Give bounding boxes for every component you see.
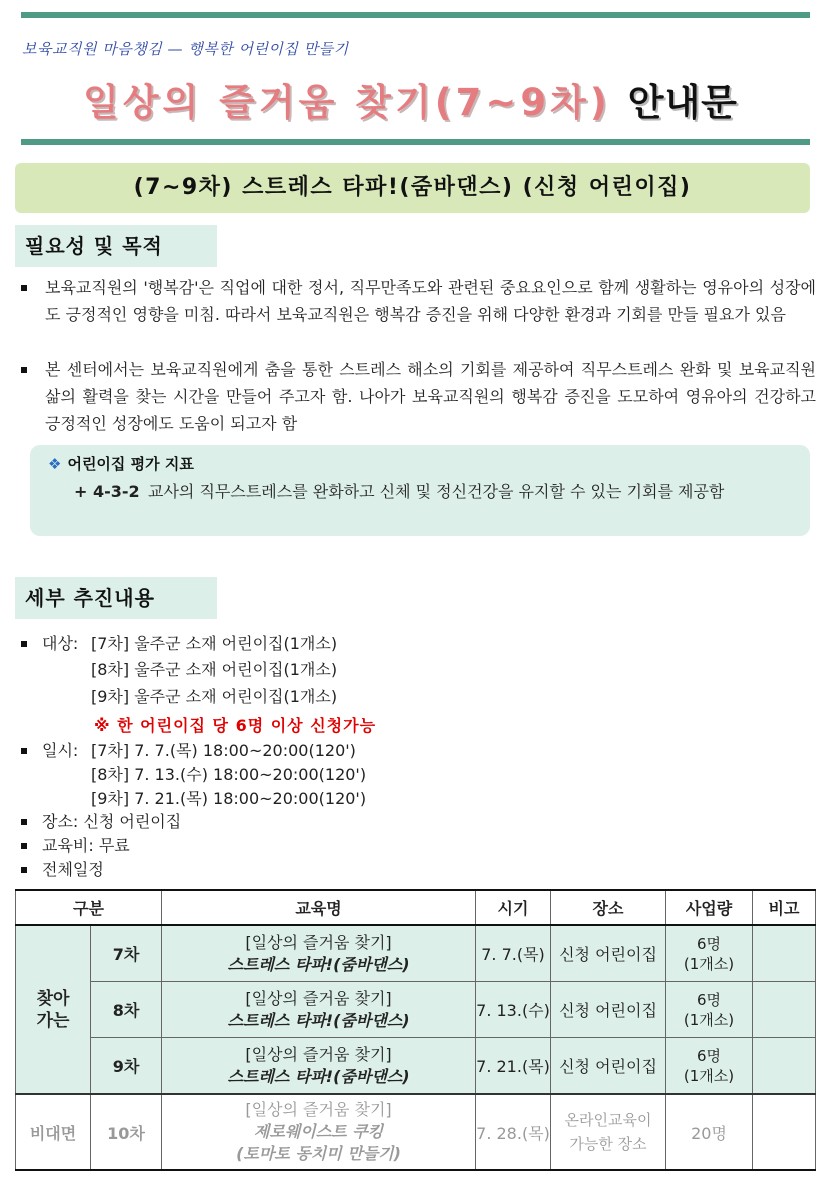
schedule-text: 전체일정 — [42, 860, 104, 879]
header-quantity: 사업량 — [666, 890, 753, 925]
note-cell — [753, 1038, 816, 1095]
edu-name-line2: 스트레스 타파!(줌바댄스) — [227, 954, 410, 974]
target-line-3: [9차] 울주군 소재 어린이집(1개소) — [91, 687, 338, 706]
edu-name-line1: [일상의 즐거움 찾기] — [245, 1044, 392, 1064]
table-header-row — [16, 890, 816, 925]
fee-item — [21, 833, 130, 859]
group-online: 찾아 가는 — [16, 925, 91, 1094]
top-rule — [21, 12, 810, 18]
evaluation-indicator-box — [30, 445, 810, 536]
edu-name-cell — [162, 1094, 476, 1170]
diamond-icon: ❖ — [48, 455, 62, 473]
place-line2: 가능한 장소 — [569, 1135, 647, 1153]
purpose-bullet-2 — [21, 356, 816, 437]
edu-name-line1: [일상의 즐거움 찾기] — [245, 988, 392, 1008]
round-cell: 7차 — [91, 925, 162, 982]
section-heading-purpose: 필요성 및 목적 — [15, 225, 217, 267]
edu-name-line1: [일상의 즐거움 찾기] — [245, 932, 392, 952]
quantity-sites: (1개소) — [683, 954, 735, 973]
note-cell — [753, 925, 816, 982]
table-row — [16, 1094, 816, 1170]
date-label: 일시: — [42, 741, 79, 760]
quantity-cell — [666, 925, 753, 982]
quantity-cell: 20명 — [666, 1094, 753, 1170]
date-line-3: [9차] 7. 21.(목) 18:00~20:00(120') — [91, 789, 367, 808]
edu-name-cell — [162, 982, 476, 1038]
header-note: 비고 — [753, 890, 816, 925]
purpose-bullet-1 — [21, 274, 816, 328]
edu-name-line1: [일상의 즐거움 찾기] — [245, 1100, 392, 1119]
page-title-main: 일상의 즐거움 찾기(7~9차) — [83, 81, 611, 124]
note-cell — [753, 1094, 816, 1170]
date-cell: 7. 7.(목) — [476, 925, 551, 982]
target-line-1: [7차] 울주군 소재 어린이집(1개소) — [91, 634, 338, 653]
bullet-square-icon — [21, 367, 27, 373]
purpose-bullet-text: 본 센터에서는 보육교직원에게 춤을 통한 스트레스 해소의 기회를 제공하여 직무스트레스 완화 및 보육교직원 삶의 활력을 찾는 시간을 만들어 주고자 함. 나아가 보육교직원의 행복감 증진을 도모하여 영유아의 건강하고 긍정적인 성장에도 도움이 되고자 함 — [45, 360, 816, 433]
date-item — [21, 738, 78, 764]
round-cell: 10차 — [91, 1094, 162, 1170]
target-item — [21, 631, 78, 657]
evaluation-title-text: 어린이집 평가 지표 — [67, 455, 194, 473]
target-line-2: [8차] 울주군 소재 어린이집(1개소) — [91, 660, 338, 679]
table-row — [16, 1038, 816, 1095]
date-cell: 7. 28.(목) — [476, 1094, 551, 1170]
place-text: 장소: 신청 어린이집 — [42, 812, 182, 831]
edu-name-cell — [162, 1038, 476, 1095]
fee-text: 교육비: 무료 — [42, 836, 130, 855]
quantity-sites: (1개소) — [683, 1066, 735, 1085]
page-title-suffix: 안내문 — [627, 81, 738, 124]
edu-name-line3: (토마토 동치미 만들기) — [236, 1144, 401, 1163]
bullet-square-icon — [21, 641, 27, 647]
page-title — [0, 72, 821, 126]
bullet-square-icon — [21, 285, 27, 291]
header-place: 장소 — [551, 890, 666, 925]
place-cell: 신청 어린이집 — [551, 982, 666, 1038]
edu-name-cell — [162, 925, 476, 982]
table-row — [16, 925, 816, 982]
edu-name-line2: 제로웨이스트 쿠킹 — [253, 1122, 384, 1141]
schedule-item — [21, 857, 104, 883]
quantity-cell — [666, 982, 753, 1038]
round-cell: 8차 — [91, 982, 162, 1038]
bullet-square-icon — [21, 843, 27, 849]
round-cell: 9차 — [91, 1038, 162, 1095]
header-edu-name: 교육명 — [162, 890, 476, 925]
purpose-bullet-text: 보육교직원의 '행복감'은 직업에 대한 정서, 직무만족도와 관련된 중요요인으로 함께 생활하는 영유아의 성장에도 긍정적인 영향을 미침. 따라서 보육교직원은 행복감 증진을 위해 다양한 환경과 기회를 만들 필요가 있음 — [45, 278, 816, 324]
header-subtitle: 보육교직원 마음챙김 — 행복한 어린이집 만들기 — [22, 40, 349, 58]
bullet-square-icon — [21, 819, 27, 825]
edu-name-line2: 스트레스 타파!(줌바댄스) — [227, 1066, 410, 1086]
bullet-square-icon — [21, 867, 27, 873]
evaluation-description: 교사의 직무스트레스를 완화하고 신체 및 정신건강을 유지할 수 있는 기회를 제공함 — [148, 482, 725, 501]
date-line-2: [8차] 7. 13.(수) 18:00~20:00(120') — [91, 765, 367, 784]
target-label: 대상: — [42, 634, 79, 653]
quantity-people: 6명 — [696, 1046, 722, 1065]
place-item — [21, 809, 181, 835]
quantity-sites: (1개소) — [683, 1010, 735, 1029]
evaluation-title — [48, 453, 194, 474]
program-banner: (7~9차) 스트레스 타파!(줌바댄스) (신청 어린이집) — [15, 163, 810, 213]
place-line1: 온라인교육이 — [564, 1111, 652, 1129]
header-date: 시기 — [476, 890, 551, 925]
place-cell: 신청 어린이집 — [551, 1038, 666, 1095]
date-cell: 7. 21.(목) — [476, 1038, 551, 1095]
table-row — [16, 982, 816, 1038]
place-cell — [551, 1094, 666, 1170]
date-cell: 7. 13.(수) — [476, 982, 551, 1038]
place-cell: 신청 어린이집 — [551, 925, 666, 982]
bullet-square-icon — [21, 748, 27, 754]
title-rule — [21, 139, 810, 145]
evaluation-item — [74, 479, 806, 505]
section-heading-details: 세부 추진내용 — [15, 577, 217, 619]
header-category: 구분 — [16, 890, 162, 925]
quantity-people: 6명 — [696, 934, 722, 953]
application-notice: ※ 한 어린이집 당 6명 이상 신청가능 — [94, 716, 377, 735]
note-cell — [753, 982, 816, 1038]
quantity-cell — [666, 1038, 753, 1095]
evaluation-code: + 4-3-2 — [74, 482, 140, 501]
quantity-people: 6명 — [696, 990, 722, 1009]
group-offline: 비대면 — [16, 1094, 91, 1170]
edu-name-line2: 스트레스 타파!(줌바댄스) — [227, 1010, 410, 1030]
date-line-1: [7차] 7. 7.(목) 18:00~20:00(120') — [91, 741, 356, 760]
schedule-table — [15, 889, 816, 1171]
